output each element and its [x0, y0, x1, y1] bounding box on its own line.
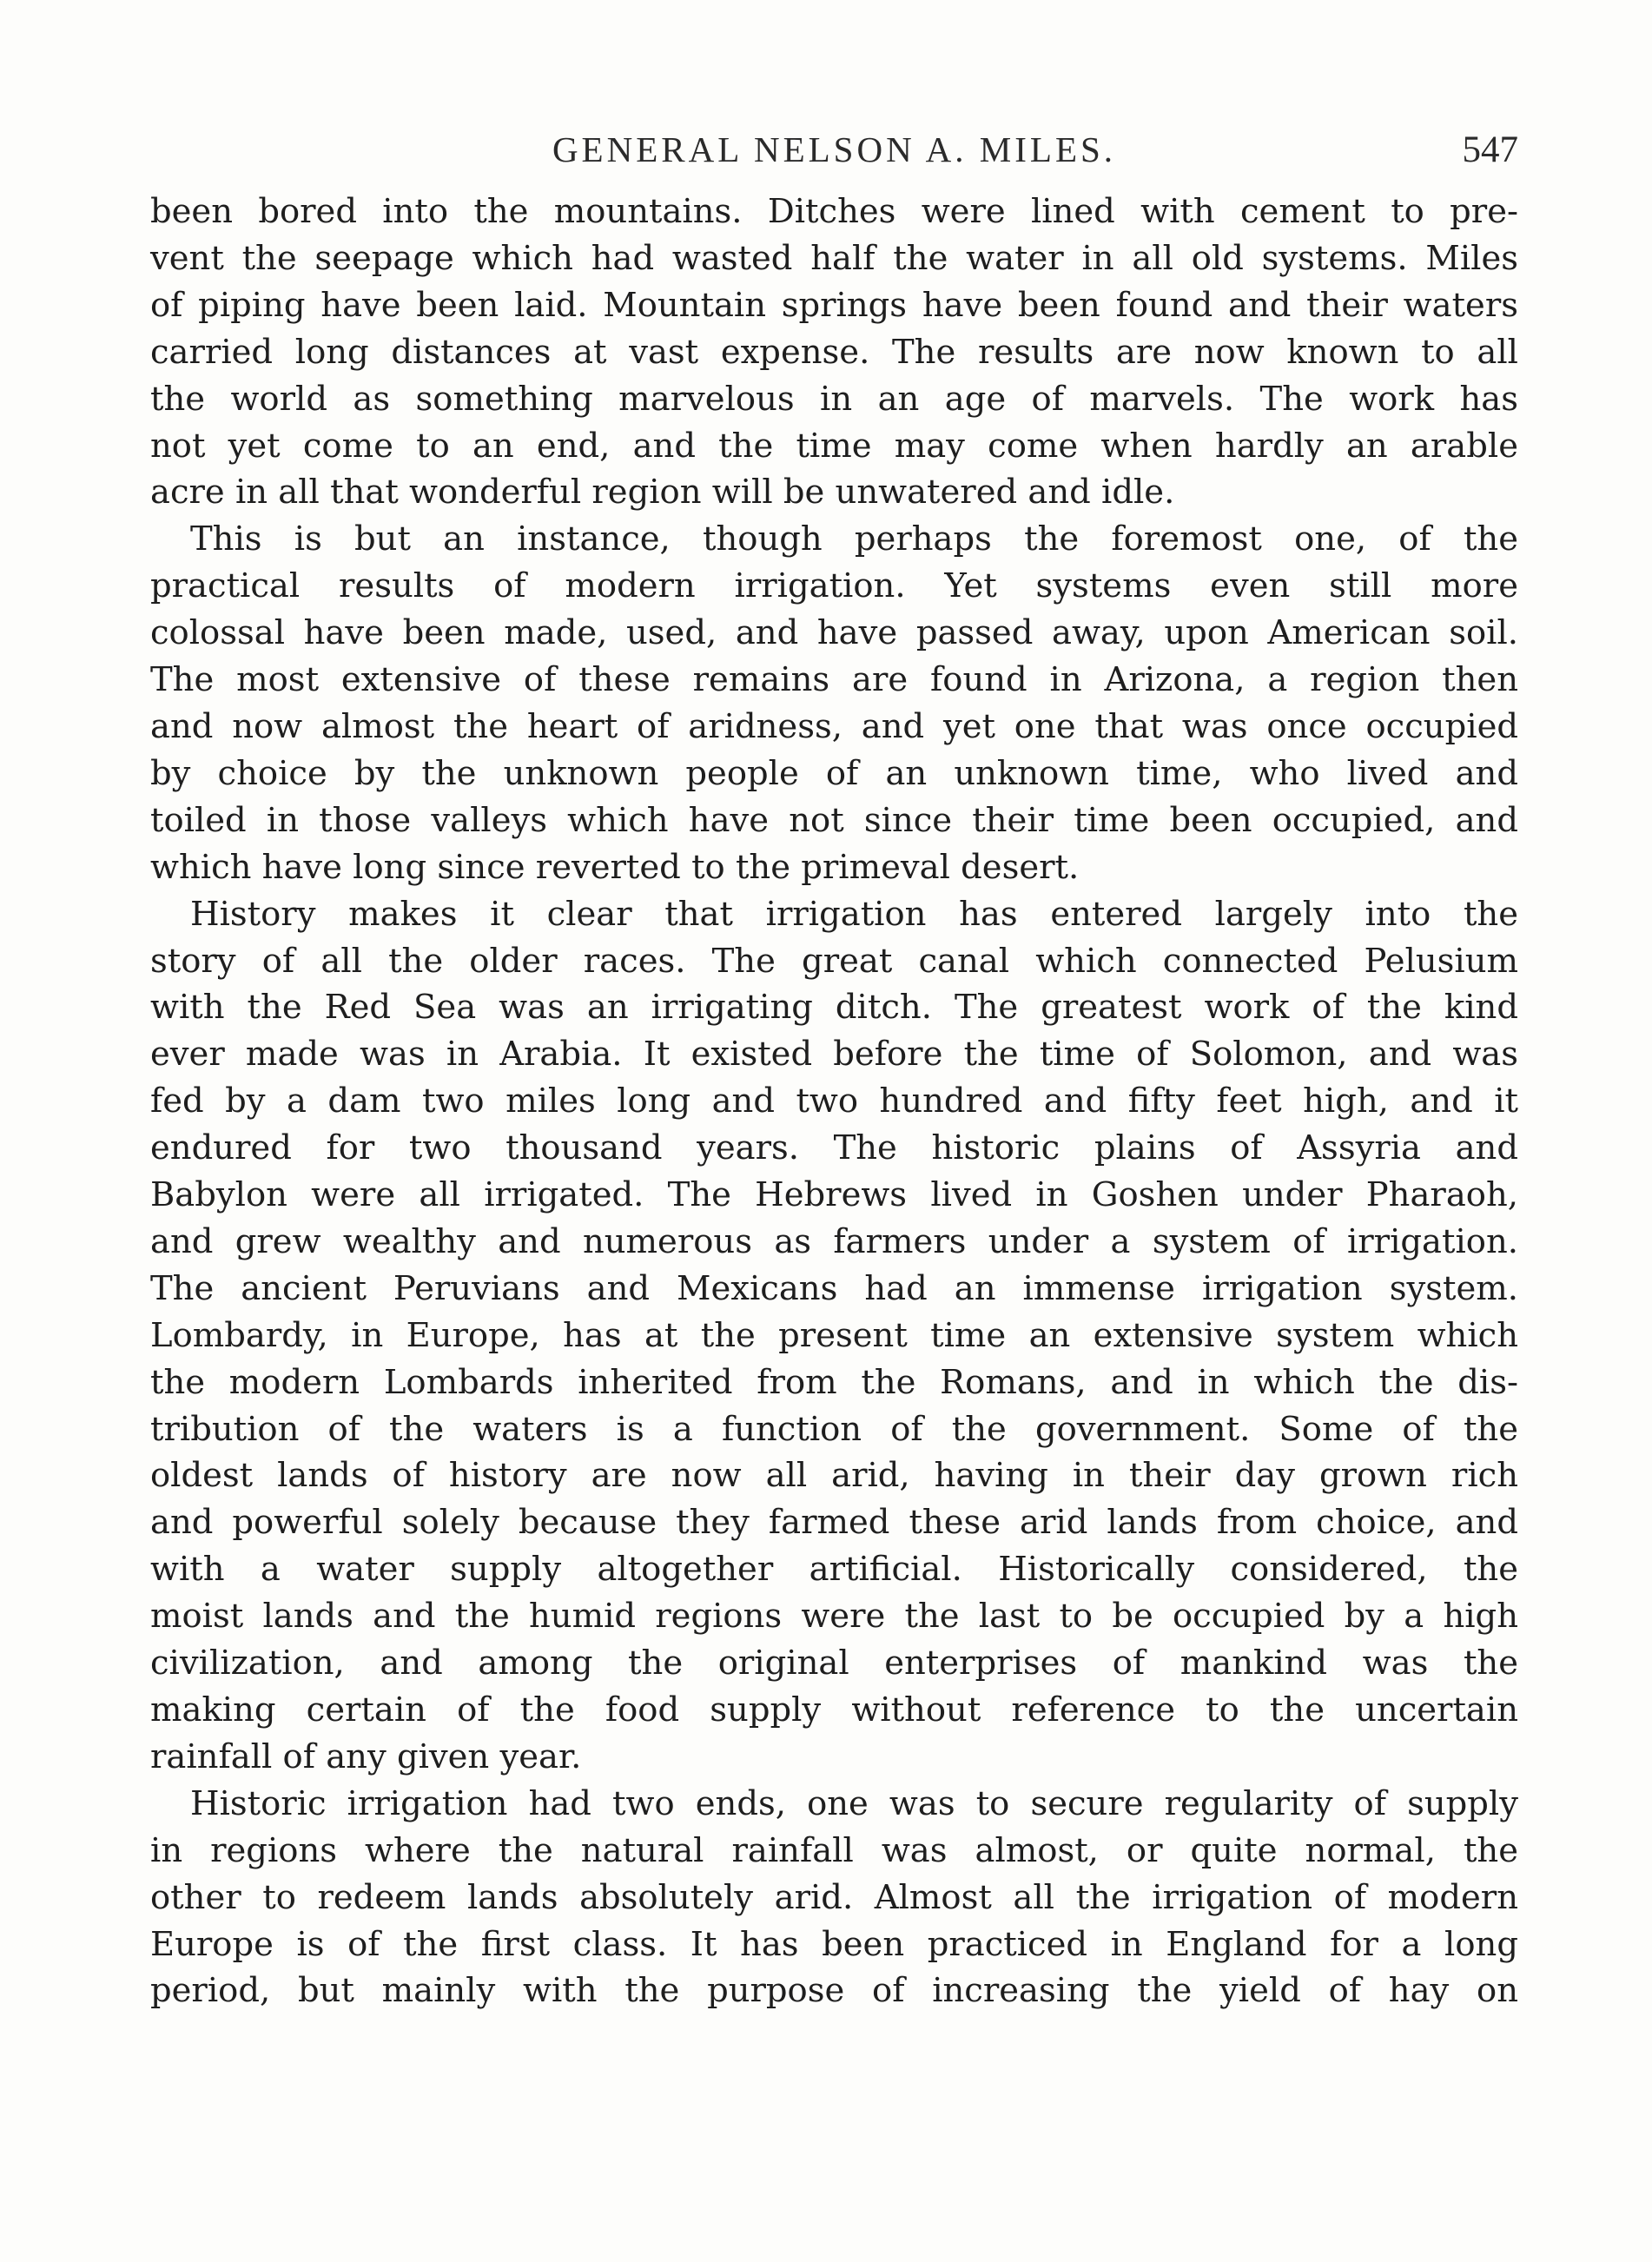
text-line: fed by a dam two miles long and two hundred and fifty feet high, and it	[150, 1081, 1518, 1121]
text-line: with the Red Sea was an irrigating ditch. The greatest work of the kind	[150, 988, 1518, 1028]
text-line: making certain of the food supply without reference to the uncertain	[150, 1690, 1518, 1730]
text-line: and powerful solely because they farmed these arid lands from choice, and	[150, 1503, 1518, 1543]
text-line: Lombardy, in Europe, has at the present time an extensive system which	[150, 1315, 1518, 1355]
text-line: tribution of the waters is a function of the government. Some of the	[150, 1409, 1518, 1449]
text-line: vent the seepage which had wasted half the water in all old systems. Miles	[150, 238, 1518, 278]
body-text	[150, 188, 1518, 2014]
text-line: of piping have been laid. Mountain springs have been found and their waters	[150, 285, 1518, 325]
text-line: in regions where the natural rainfall was almost, or quite normal, the	[150, 1830, 1518, 1870]
text-line: Historic irrigation had two ends, one was to secure regularity of supply	[190, 1783, 1518, 1823]
text-line: civilization, and among the original enterprises of mankind was the	[150, 1644, 1518, 1683]
text-line: practical results of modern irrigation. Yet systems even still more	[150, 566, 1518, 606]
text-line: The ancient Peruvians and Mexicans had an immense irrigation system.	[150, 1268, 1518, 1308]
running-head	[150, 129, 1518, 181]
text-line: with a water supply altogether artificial. Historically considered, the	[150, 1550, 1518, 1590]
text-line: been bored into the mountains. Ditches were lined with cement to pre-	[150, 192, 1518, 231]
text-line: carried long distances at vast expense. The results are now known to all	[150, 332, 1518, 372]
text-line: the modern Lombards inherited from the Romans, and in which the dis-	[150, 1362, 1518, 1402]
text-line: endured for two thousand years. The historic plains of Assyria and	[150, 1128, 1518, 1168]
text-line: moist lands and the humid regions were the last to be occupied by a high	[150, 1597, 1518, 1637]
text-line: acre in all that wonderful region will be unwatered and idle.	[150, 473, 1175, 513]
paragraph-2	[150, 516, 1518, 890]
text-line: not yet come to an end, and the time may come when hardly an arable	[150, 426, 1518, 466]
text-line: by choice by the unknown people of an unknown time, who lived and	[150, 753, 1518, 793]
text-line: and grew wealthy and numerous as farmers under a system of irrigation.	[150, 1221, 1518, 1261]
paragraph-4	[150, 1781, 1518, 2015]
text-line: rainfall of any given year.	[150, 1736, 582, 1776]
text-line: ever made was in Arabia. It existed before the time of Solomon, and was	[150, 1035, 1518, 1075]
running-title: GENERAL NELSON A. MILES.	[552, 129, 1117, 169]
text-line: period, but mainly with the purpose of increasing the yield of hay on	[150, 1971, 1518, 2011]
text-line: which have long since reverted to the primeval desert.	[150, 847, 1080, 887]
text-line: toiled in those valleys which have not since their time been occupied, and	[150, 800, 1518, 840]
text-line: Europe is of the first class. It has been practiced in England for a long	[150, 1924, 1518, 1964]
text-line: This is but an instance, though perhaps the foremost one, of the	[190, 519, 1518, 559]
text-line: story of all the older races. The great canal which connected Pelusium	[150, 941, 1518, 981]
paragraph-1	[150, 188, 1518, 516]
text-line: History makes it clear that irrigation has entered largely into the	[190, 894, 1518, 934]
text-line: oldest lands of history are now all arid, having in their day grown rich	[150, 1456, 1518, 1496]
text-line: Babylon were all irrigated. The Hebrews lived in Goshen under Pharaoh,	[150, 1175, 1518, 1215]
text-line: colossal have been made, used, and have passed away, upon American soil.	[150, 613, 1518, 653]
text-line: and now almost the heart of aridness, and yet one that was once occupied	[150, 706, 1518, 746]
text-line: other to redeem lands absolutely arid. Almost all the irrigation of modern	[150, 1877, 1518, 1917]
text-line: the world as something marvelous in an age of marvels. The work has	[150, 379, 1518, 419]
page-number: 547	[1462, 129, 1518, 170]
text-line: The most extensive of these remains are found in Arizona, a region then	[150, 660, 1518, 700]
paragraph-3	[150, 891, 1518, 1781]
